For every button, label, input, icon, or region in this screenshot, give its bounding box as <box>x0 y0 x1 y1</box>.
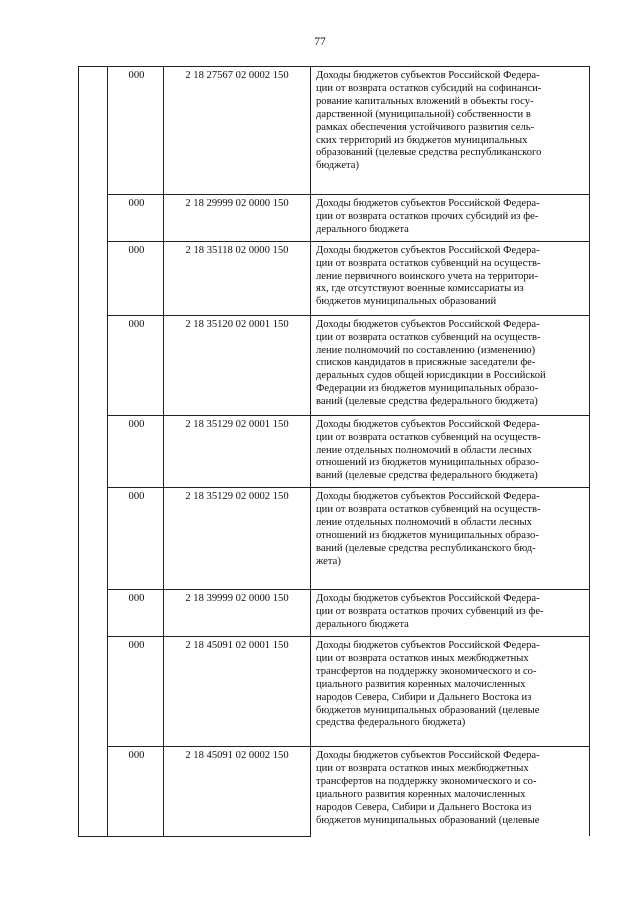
description-line: Доходы бюджетов субъектов Российской Федера- <box>316 491 540 503</box>
table-row <box>79 67 590 195</box>
table-body <box>79 67 590 837</box>
description-line: рование капитальных вложений в объекты госу- <box>316 95 534 107</box>
description-line: ции от возврата остатков иных межбюджетных <box>316 762 529 774</box>
description-line: Доходы бюджетов субъектов Российской Федера- <box>316 593 540 605</box>
row-gutter-cell <box>79 67 108 195</box>
row-gutter-cell <box>79 415 108 488</box>
description-line: Доходы бюджетов субъектов Российской Федера- <box>316 418 540 430</box>
row-gutter-cell <box>79 636 108 746</box>
row-gutter-cell <box>79 315 108 415</box>
description-line: отношений из бюджетов муниципальных образо- <box>316 457 539 469</box>
table-row <box>79 636 590 746</box>
description-line: Доходы бюджетов субъектов Российской Федера- <box>316 70 540 81</box>
description-line: ции от возврата остатков субвенций на осуществ- <box>316 431 541 443</box>
description-line: Доходы бюджетов субъектов Российской Федера- <box>316 198 540 209</box>
description-line: ваний (целевые средства федерального бюджета) <box>316 470 538 482</box>
description-line: ции от возврата остатков субсидий на софинанси- <box>316 82 542 94</box>
description-line: ции от возврата остатков субвенций на осуществ- <box>316 504 541 516</box>
admin-code-cell: 000 <box>108 415 164 488</box>
table-row <box>79 195 590 242</box>
description-line: жета) <box>316 555 341 567</box>
description-line: бюджетов муниципальных образований (целевые <box>316 814 540 826</box>
revenue-description-cell <box>311 415 590 488</box>
description-line: народов Севера, Сибири и Дальнего Востока из <box>316 801 532 813</box>
description-line: ях, где отсутствуют военные комиссариаты из <box>316 283 524 295</box>
budget-classification-code-cell: 2 18 39999 02 0000 150 <box>164 590 311 637</box>
description-line: ление отдельных полномочий в области лесных <box>316 444 532 456</box>
description-line: отношений из бюджетов муниципальных образо- <box>316 529 539 541</box>
description-line: ции от возврата остатков субвенций на осуществ- <box>316 257 541 269</box>
budget-classification-code-cell: 2 18 45091 02 0002 150 <box>164 746 311 836</box>
revenue-description-cell <box>311 315 590 415</box>
description-line: народов Севера, Сибири и Дальнего Востока из <box>316 691 532 703</box>
description-line: списков кандидатов в присяжные заседатели фе- <box>316 357 536 369</box>
description-line: циального развития коренных малочисленных <box>316 678 526 690</box>
admin-code-cell: 000 <box>108 590 164 637</box>
description-line: ции от возврата остатков иных межбюджетных <box>316 652 529 664</box>
table-row <box>79 415 590 488</box>
description-line: Федерации из бюджетов муниципальных образо- <box>316 383 539 395</box>
table-row <box>79 746 590 836</box>
table-row <box>79 315 590 415</box>
description-line: дерального бюджета <box>316 619 409 631</box>
budget-classification-code-cell: 2 18 35129 02 0001 150 <box>164 415 311 488</box>
description-line: Доходы бюджетов субъектов Российской Федера- <box>316 244 540 256</box>
description-line: ление полномочий по составлению (изменению) <box>316 344 536 356</box>
row-gutter-cell <box>79 241 108 315</box>
revenue-description-cell <box>311 746 590 836</box>
row-gutter-cell <box>79 488 108 590</box>
description-line: ваний (целевые средства республиканского бюд- <box>316 542 536 554</box>
table-row <box>79 488 590 590</box>
revenue-description-cell <box>311 488 590 590</box>
description-line: бюджетов муниципальных образований (целевые <box>316 704 540 716</box>
description-line: рамках обеспечения устойчивого развития сель- <box>316 121 535 133</box>
description-line: Доходы бюджетов субъектов Российской Федера- <box>316 318 540 330</box>
description-line: циального развития коренных малочисленных <box>316 788 526 800</box>
budget-classification-code-cell: 2 18 35129 02 0002 150 <box>164 488 311 590</box>
description-line: образований (целевые средства республиканского <box>316 147 542 159</box>
admin-code-cell: 000 <box>108 67 164 195</box>
admin-code-cell: 000 <box>108 746 164 836</box>
revenue-description-cell <box>311 636 590 746</box>
description-line: Доходы бюджетов субъектов Российской Федера- <box>316 749 540 761</box>
description-line: ции от возврата остатков субвенций на осуществ- <box>316 331 541 343</box>
description-line: Доходы бюджетов субъектов Российской Федера- <box>316 639 540 651</box>
description-line: средства федерального бюджета) <box>316 717 466 729</box>
budget-revenue-table <box>78 66 590 837</box>
description-line: ление первичного воинского учета на территори- <box>316 270 538 282</box>
revenue-description-cell <box>311 195 590 242</box>
description-line: ции от возврата остатков прочих субсидий из фе- <box>316 210 539 222</box>
budget-classification-code-cell: 2 18 35120 02 0001 150 <box>164 315 311 415</box>
row-gutter-cell <box>79 746 108 836</box>
admin-code-cell: 000 <box>108 636 164 746</box>
description-line: трансфертов на поддержку экономического и со- <box>316 775 537 787</box>
description-line: дерального бюджета <box>316 223 409 235</box>
page-number: 77 <box>314 36 326 48</box>
description-line: ваний (целевые средства федерального бюджета) <box>316 396 538 408</box>
admin-code-cell: 000 <box>108 195 164 242</box>
table-row <box>79 241 590 315</box>
budget-classification-code-cell: 2 18 35118 02 0000 150 <box>164 241 311 315</box>
revenue-description-cell <box>311 590 590 637</box>
revenue-description-cell <box>311 241 590 315</box>
row-gutter-cell <box>79 590 108 637</box>
budget-classification-code-cell: 2 18 45091 02 0001 150 <box>164 636 311 746</box>
table-row <box>79 590 590 637</box>
admin-code-cell: 000 <box>108 241 164 315</box>
description-line: бюджетов муниципальных образований <box>316 296 497 308</box>
description-line: деральных судов общей юрисдикции в Российской <box>316 370 546 382</box>
admin-code-cell: 000 <box>108 315 164 415</box>
description-line: ление отдельных полномочий в области лесных <box>316 517 532 529</box>
description-line: бюджета) <box>316 160 360 172</box>
description-line: дарственной (муниципальной) собственности в <box>316 108 531 120</box>
row-gutter-cell <box>79 195 108 242</box>
admin-code-cell: 000 <box>108 488 164 590</box>
description-line: трансфертов на поддержку экономического и со- <box>316 665 537 677</box>
description-line: ских территорий из бюджетов муниципальных <box>316 134 528 146</box>
budget-classification-code-cell: 2 18 29999 02 0000 150 <box>164 195 311 242</box>
description-line: ции от возврата остатков прочих субвенций из фе- <box>316 606 544 618</box>
revenue-description-cell <box>311 67 590 195</box>
budget-classification-code-cell: 2 18 27567 02 0002 150 <box>164 67 311 195</box>
